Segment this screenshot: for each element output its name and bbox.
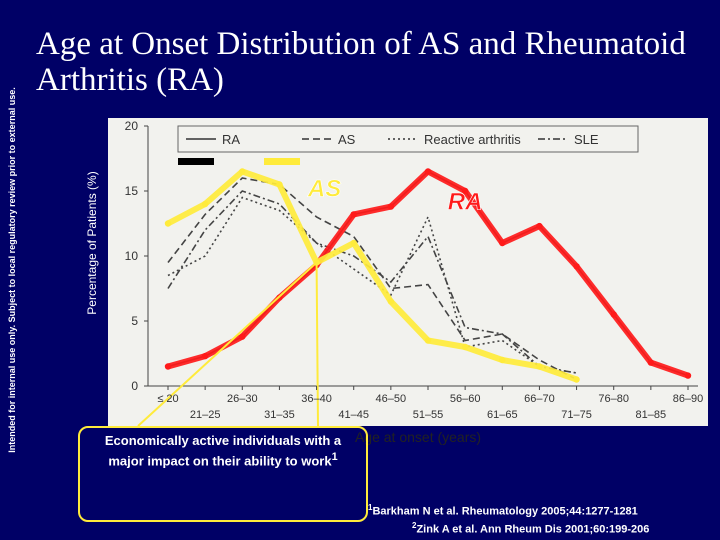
highlight-point	[202, 201, 208, 207]
legend-label: Reactive arthritis	[424, 132, 521, 147]
ra-highlight-label: RA	[447, 188, 483, 216]
x-tick-label: 61–65	[486, 409, 518, 421]
highlight-point	[165, 363, 171, 369]
highlight-point	[536, 223, 542, 229]
highlight-point	[685, 372, 691, 378]
x-tick-label: 56–60	[449, 393, 481, 405]
x-tick-label: 86–90	[672, 393, 704, 405]
highlight-point	[648, 359, 654, 365]
highlight-point	[388, 298, 394, 304]
legend-label: SLE	[574, 132, 599, 147]
highlight-point	[239, 333, 245, 339]
highlight-point	[202, 353, 208, 359]
callout-box	[78, 426, 368, 522]
x-tick-label: 41–45	[338, 409, 370, 421]
legend-label: AS	[338, 132, 356, 147]
reference-2: $^2$Zink A et al. Ann Rheum Dis 2001;60:199-206	[412, 521, 650, 536]
reference-1: $^1$Barkham N et al. Rheumatology 2005;44:1277-1281	[368, 503, 638, 518]
highlight-point	[573, 263, 579, 269]
highlight-point	[425, 168, 431, 174]
x-tick-label: 76–80	[598, 393, 630, 405]
highlight-key-swatch	[264, 158, 300, 165]
legend-label: RA	[222, 132, 241, 147]
regulatory-note: Intended for internal use only. Subject to local regulatory review prior to external use.	[7, 87, 17, 453]
highlight-point	[351, 240, 357, 246]
y-tick-label: 5	[131, 314, 138, 328]
highlight-point	[499, 240, 505, 246]
x-tick-label: 21–25	[189, 409, 221, 421]
as-highlight-label: AS	[307, 175, 342, 203]
x-tick-label: 66–70	[524, 393, 555, 405]
x-tick-label: 81–85	[635, 409, 667, 421]
x-axis-label: Age at onset (years)	[354, 429, 482, 445]
y-tick-label: 10	[124, 249, 138, 263]
highlight-point	[499, 357, 505, 363]
x-tick-label: 51–55	[412, 409, 444, 421]
y-axis-label: Percentage of Patients (%)	[85, 171, 99, 315]
age-onset-chart	[108, 118, 708, 448]
highlight-point	[611, 311, 617, 317]
highlight-point	[573, 376, 579, 382]
highlight-point	[351, 211, 357, 217]
highlight-key-swatch	[178, 158, 214, 165]
x-tick-label: ≤ 20	[157, 393, 179, 405]
y-tick-label: 0	[131, 379, 138, 393]
y-tick-label: 15	[124, 184, 138, 198]
callout-text: Economically active individuals with a major impact on their ability to work	[104, 433, 342, 469]
highlight-point	[536, 363, 542, 369]
highlight-point	[239, 168, 245, 174]
x-tick-label: 46–50	[375, 393, 407, 405]
callout-ref-mark: 1	[331, 451, 338, 463]
highlight-point	[462, 344, 468, 350]
highlight-point	[165, 220, 171, 226]
x-tick-label: 31–35	[264, 409, 295, 421]
highlight-point	[276, 181, 282, 187]
highlight-point	[388, 203, 394, 209]
page-title: Age at Onset Distribution of AS and Rheumatoid Arthritis (RA)	[36, 26, 686, 98]
x-tick-label: 26–30	[226, 393, 258, 405]
x-tick-label: 36–40	[301, 393, 332, 405]
highlight-point	[425, 337, 431, 343]
x-tick-label: 71–75	[561, 409, 592, 421]
y-tick-label: 20	[124, 119, 138, 133]
